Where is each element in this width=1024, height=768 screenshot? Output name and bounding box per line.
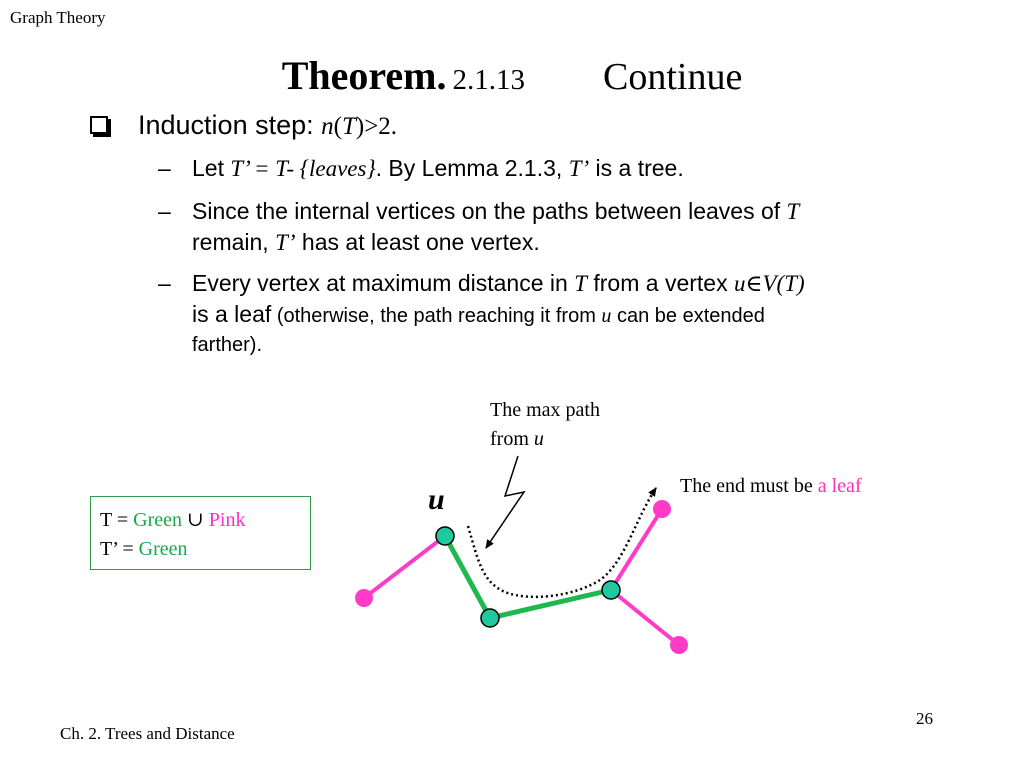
text: is a tree.	[589, 155, 684, 181]
text: Every vertex at maximum distance in	[192, 270, 575, 296]
pink-leaf-node	[670, 636, 688, 654]
pink-leaf-node	[653, 500, 671, 518]
legend-pink: Pink	[208, 509, 246, 531]
green-edge	[445, 536, 490, 618]
legend-green: Green	[138, 538, 188, 560]
pink-edge	[611, 509, 662, 590]
title-continue: Continue	[602, 56, 743, 98]
text: remain,	[192, 229, 276, 255]
text: Since the internal vertices on the paths between leaves of	[192, 198, 787, 224]
title-number: 2.1.13	[452, 64, 525, 96]
pink-leaf-node	[355, 589, 373, 607]
text	[490, 425, 650, 454]
text: T =	[100, 509, 134, 531]
green-node-u	[436, 527, 454, 545]
math-text: T’	[275, 230, 296, 255]
text: has at least one vertex.	[295, 229, 540, 255]
text: The max path	[490, 399, 600, 421]
text: farther).	[192, 334, 263, 356]
vertex-u-label: u	[428, 483, 445, 516]
dash-bullet: –	[158, 155, 171, 181]
pink-edge	[611, 590, 679, 645]
math-text: u∈V(T)	[733, 271, 805, 296]
text: Let	[192, 155, 231, 181]
green-edge	[490, 590, 611, 618]
text: T’ =	[100, 538, 139, 560]
text: (otherwise, the path reaching it from	[271, 305, 602, 327]
math-text: T’ = T- {leaves}	[230, 156, 376, 181]
text: from a vertex	[586, 270, 734, 296]
induction-condition: n(T)>2.	[321, 113, 398, 140]
math-text: u	[533, 428, 544, 450]
callout-arrow	[486, 456, 524, 548]
induction-lead: Induction step:	[138, 110, 314, 140]
title-main: Theorem.	[281, 53, 447, 98]
legend-green: Green	[133, 509, 182, 531]
max-path-dotted	[468, 488, 656, 597]
green-node	[602, 581, 620, 599]
text: from	[490, 428, 534, 450]
pink-edge	[364, 536, 445, 598]
text: can be extended	[611, 305, 765, 327]
dash-bullet: –	[158, 270, 171, 296]
union-symbol: ∪	[182, 509, 209, 531]
page-number: 26	[916, 709, 933, 728]
footer-chapter: Ch. 2. Trees and Distance	[60, 724, 235, 743]
text: is a leaf	[192, 301, 272, 327]
leaf-highlight: a leaf	[817, 475, 862, 497]
header-label: Graph Theory	[10, 8, 106, 27]
math-text: T’	[568, 156, 590, 181]
end-leaf-annotation	[680, 475, 862, 498]
math-text: u	[601, 305, 612, 327]
max-path-annotation	[490, 396, 650, 454]
dash-bullet: –	[158, 198, 171, 224]
text: The end must be	[680, 475, 818, 497]
math-text: T	[786, 199, 800, 224]
text: . By Lemma 2.1.3,	[375, 155, 569, 181]
math-text: T	[574, 271, 587, 296]
green-node	[481, 609, 499, 627]
